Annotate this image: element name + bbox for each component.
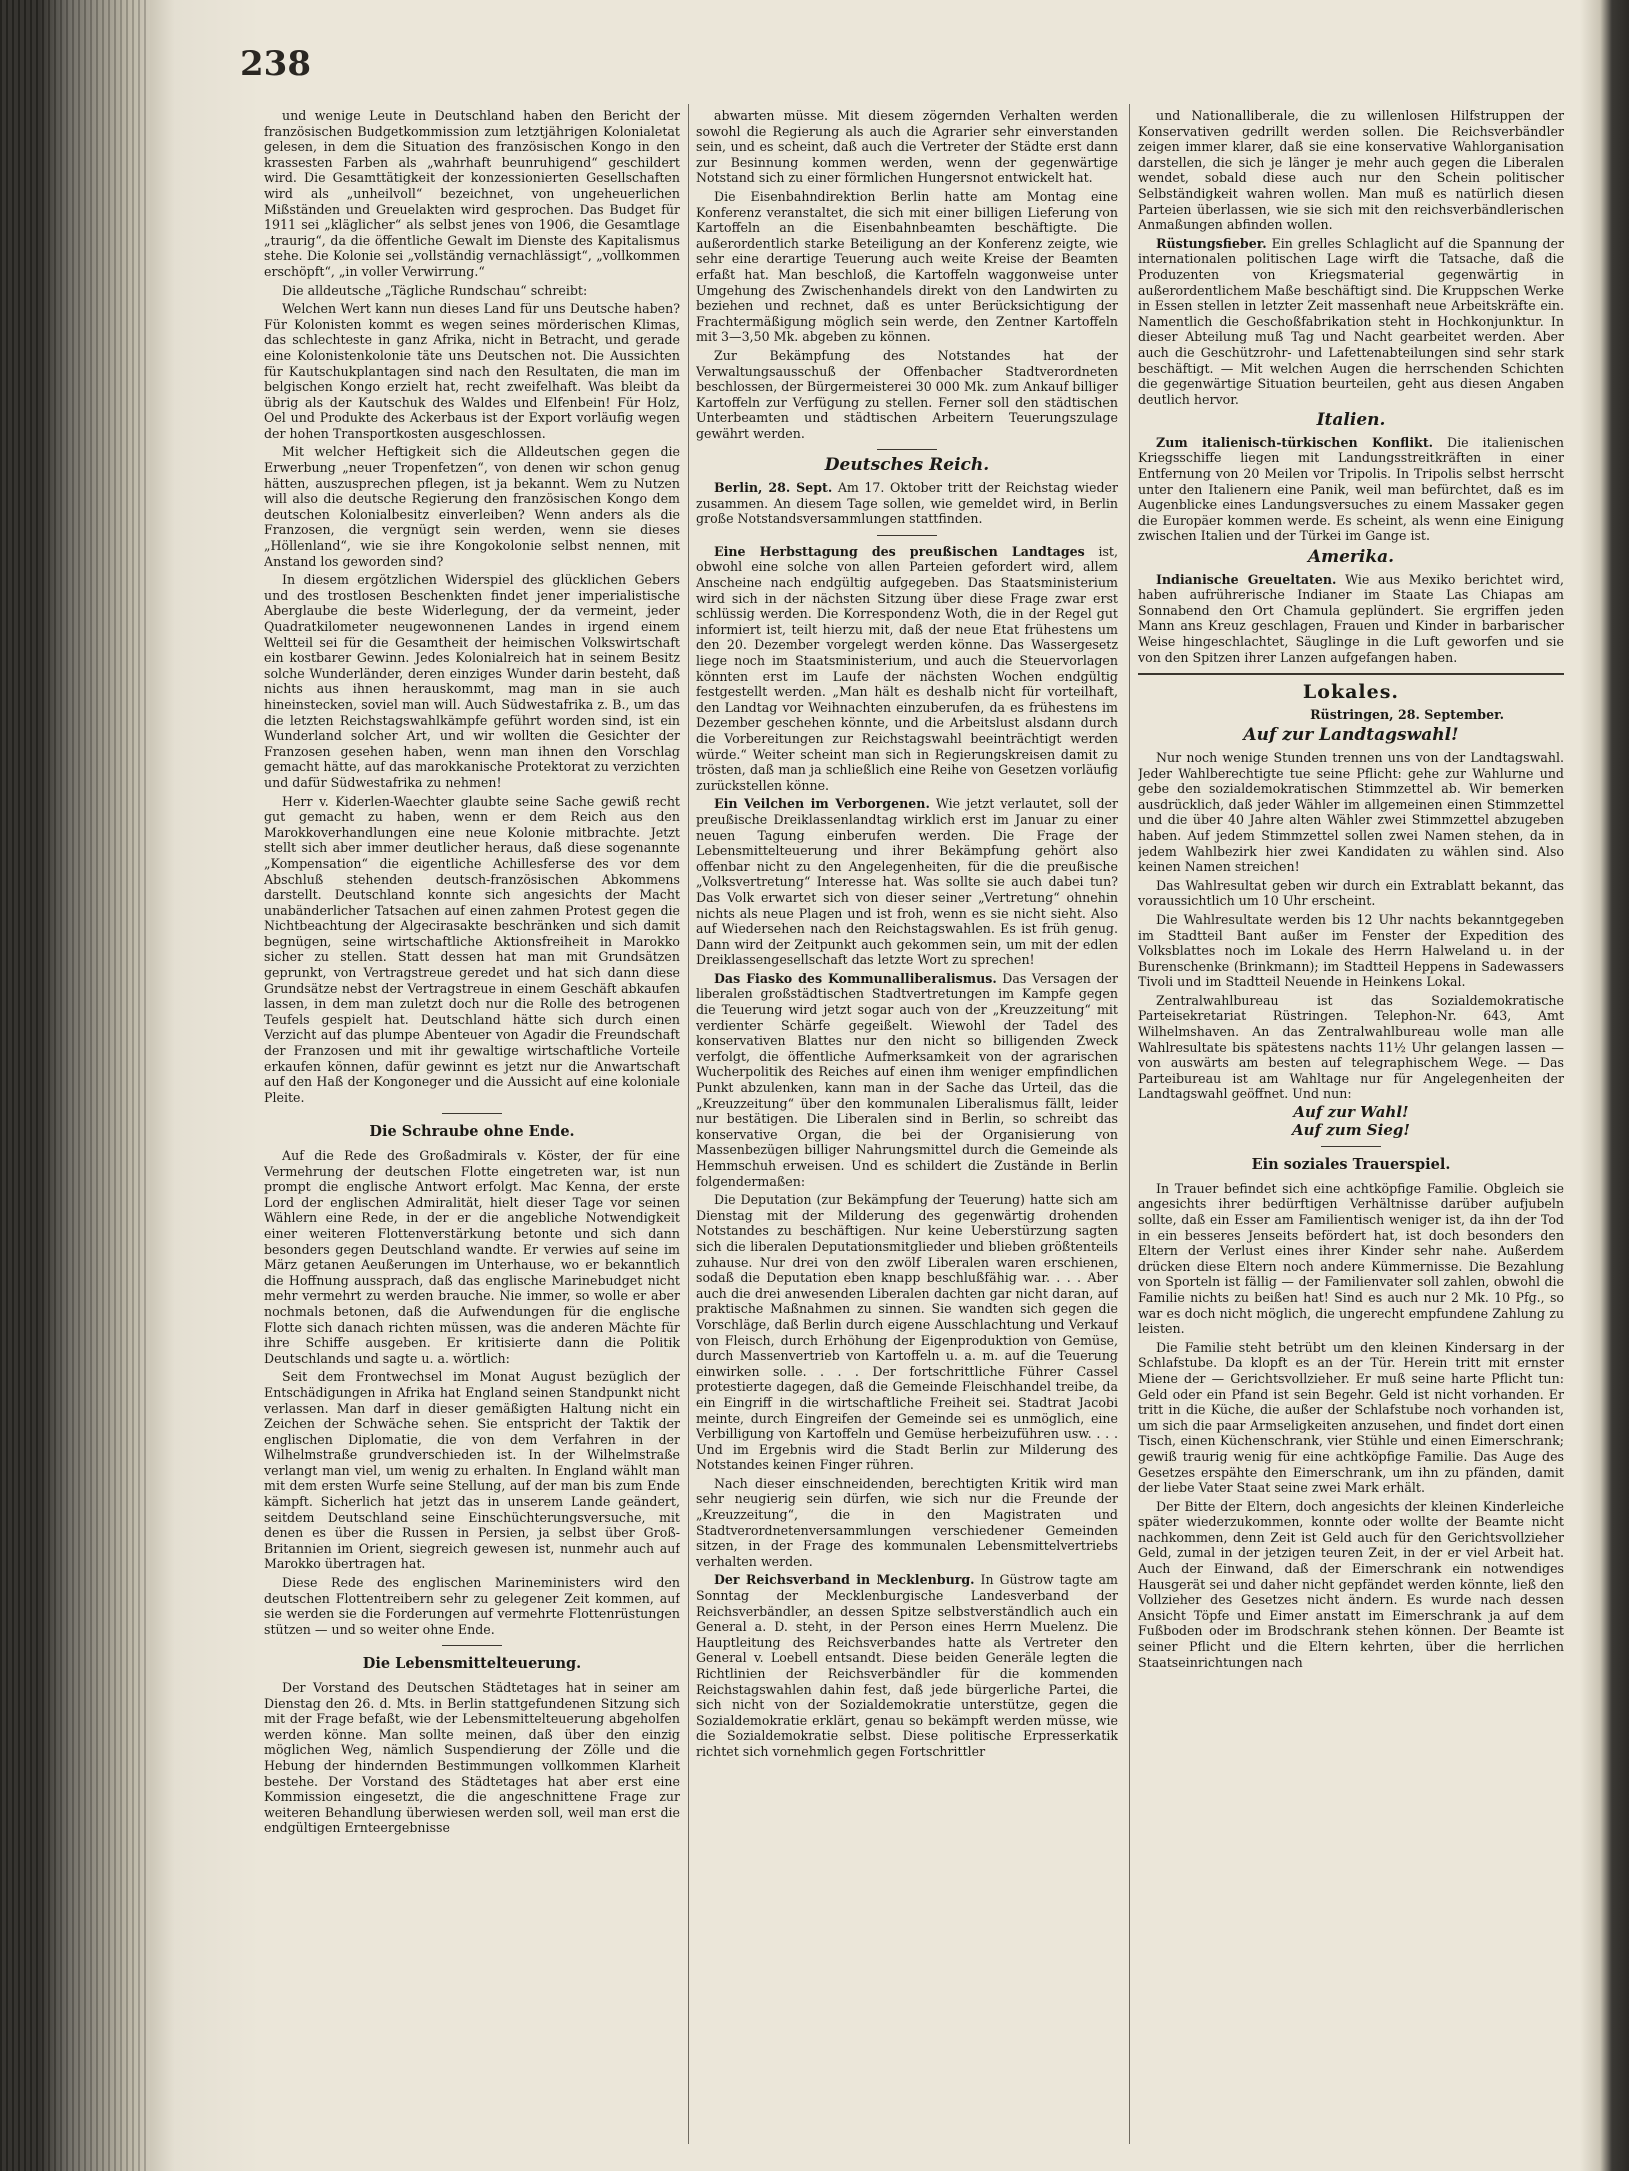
paragraph-text: Wie jetzt verlautet, soll der preußische Dreiklassenlandtag wirklich erst im Januar zu einer neuen Tagung einberufen werden. Die Frage der Lebensmittelteuerung und ihrer Bekämpfung gehört also offenbar nicht zu den Angelegenheiten, für die die preußische „Volksvertretung“ Interesse hat. Was sollte sie auch dabei tun? Das Volk erwartet sich von dieser seiner „Vertretung“ ohnehin nichts als neue Plagen und ist froh, wenn es sie nicht sieht. Also auf Wiedersehen nach den Reichstagswahlen. Es ist früh genug. Dann wird der Zeitpunkt auch gekommen sein, um mit der edlen Dreiklassengesellschaft das letzte Wort zu sprechen! [696,796,1118,968]
section-heading-lokales: Lokales. [1302,681,1400,704]
item-lead: Das Fiasko des Kommunalliberalismus. [714,970,997,986]
paragraph: Nur noch wenige Stunden trennen uns von der Landtagswahl. Jeder Wahlberechtigte tue seine Pflicht: gehe zur Wahlurne und gebe den sozialdemokratischen Stimmzettel ab. Wir bemerken ausdrücklich, daß jeder Wähler im allgemeinen einen Stimmzettel und die über 40 Jahre alten Wähler zwei Stimmzettel abzugeben haben. Auf jedem Stimmzettel sollen zwei Namen stehen, da in jedem Wahlbezirk hier zwei Kandidaten zu wählen sind. Also keinen Namen streichen! [1138,749,1564,875]
item-lead: Rüstungsfieber. [1156,235,1267,251]
call-to-action: Auf zur Wahl! [1293,1103,1409,1122]
paragraph [696,971,1118,1189]
paragraph: Die alldeutsche „Tägliche Rundschau“ schreibt: [282,282,588,298]
column-2 [696,108,1118,2148]
column-rule [688,104,689,2144]
article-heading: Die Schraube ohne Ende. [369,1123,575,1141]
quote-paragraph: Die Deputation (zur Bekämpfung der Teuerung) hatte sich am Dienstag mit der Milderung des gegenwärtig drohenden Notstandes zu beschäftigen. Nur keine Ueberstürzung sagten sich die liberalen Deputationsmitglieder und blieben größtenteils zuhause. Nur drei von den zwölf Liberalen waren erschienen, sodaß die Deputation eben knapp beschlußfähig war. . . . Aber auch die drei anwesenden Liberalen dachten gar nicht daran, auf praktische Maßnahmen zu sinnen. Sie wandten sich gegen die Vorschläge, daß Berlin durch eigene Ausschlachtung und Verkauf von Fleisch, durch Erhöhung der Eigenproduktion von Gemüse, durch Massenvertrieb von Kartoffeln u. a. m. auf die Teuerung einwirken solle. . . . Der fortschrittliche Führer Cassel protestierte dagegen, daß die Gemeinde Fleischhandel treibe, da ein Eingriff in die wirtschaftliche Freiheit sei. Stadtrat Jacobi meinte, durch Eingreifen der Gemeinde sei es unmöglich, eine Verbilligung von Kartoffeln und Gemüse herbeizuführen usw. . . . Und im Ergebnis wird die Stadt Berlin zur Milderung des Notstandes keinen Finger rühren. [696,1192,1118,1473]
paragraph: Das Wahlresultat geben wir durch ein Extrablatt bekannt, das voraussichtlich um 10 Uhr erscheint. [1138,877,1564,909]
paragraph: Die Familie steht betrübt um den kleinen Kindersarg in der Schlafstube. Da klopft es an der Tür. Herein tritt mit ernster Miene der — Gerichtsvollzieher. Er muß seine harte Pflicht tun: Geld oder ein Pfand ist sein Begehr. Geld ist nicht vorhanden. Er tritt in die Küche, die außer der Schlafstube noch vorhanden ist, um sich die paar Armseligkeiten anzusehen, und findet dort einen Tisch, einen Küchenschrank, vier Stühle und einen Eimerschrank; gewiß traurig wenig für eine achtköpfige Familie. Das Auge des Gesetzes erspähte den Eimerschrank, um ihn zu pfänden, damit der liebe Vater Staat seine zwei Mark erhält. [1138,1339,1564,1496]
paragraph: Zentralwahlbureau ist das Sozialdemokratische Parteisekretariat Rüstringen. Telephon-Nr. 643, Amt Wilhelmshaven. An das Zentralwahlbureau wolle man alle Wahlresultate bis spätestens nachts 11½ Uhr gelangen lassen — von auswärts am besten auf telegraphischem Wege. — Das Parteibureau ist am Wahltage nur für Angelegenheiten der Landtagswahl geöffnet. Und nun: [1138,992,1564,1102]
paragraph: Der Bitte der Eltern, doch angesichts der kleinen Kinderleiche später wiederzukommen, konnte oder wollte der Beamte nicht nachkommen, denn Zeit ist Geld auch für den Gerichtsvollzieher Geld, zumal in der jetzigen teuren Zeit, in der er viel Arbeit hat. Auch der Einwand, daß der Eimerschrank ein notwendiges Hausgerät sei und daher nicht gepfändet werden könnte, ließ den Vollzieher des Gesetzes nicht ändern. Es wurde nach dessen Ansicht Töpfe und Eimer anstatt im Eimerschrank ja auf dem Fußboden oder im Brodschrank stehen können. Der Beamte ist seiner Pflicht und die Eltern kehrten, über die herrlichen Staatseinrichtungen nach [1138,1498,1564,1670]
separator [877,449,937,450]
column-1 [264,108,680,2148]
paragraph [696,480,1118,527]
paragraph: Die Eisenbahndirektion Berlin hatte am Montag eine Konferenz veranstaltet, die sich mit einer billigen Lieferung von Kartoffeln an die Eisenbahnbeamten beschäftigte. Die außerordentlich starke Beteiligung an der Konferenz zeigte, wie sehr eine derartige Teuerung auch weite Kreise der Beamten erfaßt hat. Man beschloß, die Kartoffeln waggonweise unter Umgehung des Zwischenhandels direkt von den Landwirten zu beziehen und rechnet, daß es unter Berücksichtigung der Frachtermäßigung möglich sein werde, den Zentner Kartoffeln mit 3—3,50 Mk. abgeben zu können. [696,188,1118,345]
dateline: Rüstringen, 28. September. [1310,706,1504,722]
paragraph [1138,572,1564,666]
dateline: Berlin, 28. Sept. [714,480,833,496]
paragraph-text: Wie aus Mexiko berichtet wird, haben aufrührerische Indianer im Staate Las Chiapas am Sonnabend den Ort Chamula geplündert. Sie ergriffen jeden Mann ans Kreuz geschlagen, Frauen und Kinder in barbarischer Weise hingeschlachtet, Säuglinge in die Luft geworfen und sie von den Spitzen ihrer Lanzen aufgefangen haben. [1138,571,1564,665]
paragraph [1138,236,1564,408]
separator [877,535,937,536]
paragraph: Auf die Rede des Großadmirals v. Köster, der für eine Vermehrung der deutschen Flotte eingetreten war, ist nun prompt die englische Antwort erfolgt. Mac Kenna, der erste Lord der englischen Admiralität, hielt dieser Tage vor seinen Wählern eine Rede, in der er die angebliche Notwendigkeit einer weiteren Flottenverstärkung betonte und sich dann besonders gegen Deutschland wandte. Er verwies auf seine im März getanen Aeußerungen im Unterhause, wo er bekanntlich die Hoffnung aussprach, daß das englische Marinebudget nicht mehr vermehrt zu werden brauche. Nie immer, so wolle er aber nochmals betonen, daß die Aufwendungen für die englische Flotte sich danach richten müssen, was die anderen Mächte für ihre Schiffe ausgeben. Er kritisierte dann die Politik Deutschlands und sagte u. a. wörtlich: [264,1148,680,1366]
paragraph [696,796,1118,968]
separator [442,1113,502,1114]
section-heading: Deutsches Reich. [824,455,990,476]
page-number: 238 [240,44,311,84]
item-lead: Indianische Greueltaten. [1156,571,1337,587]
column-3 [1138,108,1564,2148]
section-heading: Amerika. [1307,547,1395,568]
column-rule [1129,104,1130,2144]
paragraph: Der Vorstand des Deutschen Städtetages hat in seiner am Dienstag den 26. d. Mts. in Berlin stattgefundenen Sitzung sich mit der Frage befaßt, wie der Lebensmittelteuerung abgeholfen werden könne. Man sollte meinen, daß über den einzig möglichen Weg, nämlich Suspendierung der Zölle und die Hebung der hindernden Bestimmungen vollkommen Klarheit bestehe. Der Vorstand des Städtetages hat aber erst eine Kommission eingesetzt, die die angeschnittene Frage zur weiteren Behandlung überwiesen werden soll, weil man erst die endgültigen Ernteergebnisse [264,1680,680,1836]
paragraph: Die Wahlresultate werden bis 12 Uhr nachts bekanntgegeben im Stadtteil Bant außer im Fenster der Expedition des Volksblattes noch im Lokale des Herrn Halweland u. in der Burenschenke (Brinkmann); im Stadtteil Heppens in Sadewassers Tivoli und im Stadtteil Neuende in Heinkens Lokal. [1138,911,1564,990]
section-rule [1138,673,1564,675]
quote-paragraph: Seit dem Frontwechsel im Monat August bezüglich der Entschädigungen in Afrika hat England seinen Standpunkt nicht verlassen. Man darf in dieser gemäßigten Haltung nicht ein Zeichen der Schwäche sehen. Sie entspricht der Taktik der englischen Diplomatie, die von dem Verfahren in der Wilhelmstraße grundverschieden ist. In der Wilhelmstraße verlangt man viel, um wenig zu erhalten. In England wählt man mit dem ersten Wurfe seine Stellung, auf der man bis zum Ende kämpft. Sicherlich hat jetzt das in unserem Lande geändert, seitdem Deutschland seine Einschüchterungsversuche, mit denen es über die Russen in Persien, ja selbst über Groß-Britannien im Orient, siegreich gewesen ist, nunmehr auch auf Marokko übertragen hat. [264,1369,680,1572]
call-to-action: Auf zum Sieg! [1292,1120,1410,1139]
paragraph-text: Ein grelles Schlaglicht auf die Spannung der internationalen politischen Lage wirft die Tatsache, daß die Produzenten von Kriegsmaterial gegenwärtig in außerordentlichem Maße beschäftigt sind. Die Kruppschen Werke in Essen stellen in letzter Zeit massenhaft neue Arbeitskräfte ein. Namentlich die Geschoßfabrikation steht in Hochkonjunktur. In dieser Abteilung muß Tag und Nacht gearbeitet werden. Aber auch die Geschützrohr- und Lafettenabteilungen sind sehr stark beschäftigt. — Mit welchen Augen die herrschenden Schichten die gegenwärtige Situation beurteilen, geht aus diesen Angaben deutlich hervor. [1138,235,1564,407]
paragraph-text: Am 17. Oktober tritt der Reichstag wieder zusammen. An diesem Tage sollen, wie gemeldet wird, in Berlin große Notstandsversammlungen stattfinden. [696,480,1118,527]
quote-paragraph: Welchen Wert kann nun dieses Land für uns Deutsche haben? Für Kolonisten kommt es wegen seines mörderischen Klimas, das schlechteste in ganz Afrika, nicht in Betracht, und gerade eine Kolonistenkolonie täte uns Deutschen not. Die Aussichten für Kautschukplantagen sind nach den Resultaten, die man im belgischen Kongo erzielt hat, recht zweifelhaft. Was bleibt da übrig als der Kautschuk des Waldes und Elfenbein! Für Holz, Oel und Produkte des Ackerbaus ist der Export vorläufig wegen der hohen Transportkosten ausgeschlossen. [264,301,680,441]
item-lead: Eine Herbsttagung des preußischen Landtages [714,543,1085,559]
paragraph: Mit welcher Heftigkeit sich die Alldeutschen gegen die Erwerbung „neuer Tropenfetzen“, von denen wir schon genug hätten, auszusprechen pflegen, ist ja bekannt. Wem zu Nutzen will also die deutsche Regierung den französischen Kongo dem deutschen Kolonialbesitz einverleiben? Wenn anders als die Franzosen, die vergnügt sein werden, wenn sie dieses „Höllenland“, wie sie ihre Kongokolonie selbst nennen, mit Anstand los geworden sind? [264,444,680,569]
paragraph: und Nationalliberale, die zu willenlosen Hilfstruppen der Konservativen gedrillt werden sollen. Die Reichsverbändler zeigen immer klarer, daß sie eine konservative Wahlorganisation darstellen, die sich je länger je mehr auch gegen die Liberalen wendet, sobald diese auch nur den Schein politischer Selbständigkeit wahren wollen. Man muß es natürlich diesen Parteien überlassen, wie sie sich mit den reichsverbändlerischen Anmaßungen abfinden wollen. [1138,108,1564,233]
paragraph: Herr v. Kiderlen-Waechter glaubte seine Sache gewiß recht gut gemacht zu haben, wenn er dem Reich aus den Marokkoverhandlungen eine neue Kolonie mitbrachte. Jetzt stellt sich aber immer deutlicher heraus, daß diese sogenannte „Kompensation“ die eigentliche Achillesferse des vor dem Abschluß stehenden deutsch-französischen Abkommens darstellt. Deutschland konnte sich angesichts der Macht unabänderlicher Tatsachen auf einen zahmen Protest gegen die Nichtbeachtung der Algecirasakte beschränken und sich damit begnügen, seine wirtschaftliche Aktionsfreiheit in Marokko sicher zu stellen. Statt dessen hat man mit Grundsätzen geprunkt, von Vertragstreue geredet und hat sich dann diese Grundsätze nebst der Vertragstreue in einem Geschäft abkaufen lassen, in dem man zuletzt doch nur die Rolle des betrogenen Teufels gespielt hat. Deutschland hätte sich durch einen Verzicht auf das plumpe Abenteuer von Agadir die Freundschaft der Franzosen und mit ihr gewaltige wirtschaftliche Vorteile erkaufen können, dafür gewinnt es jetzt nur die Anwartschaft auf den Haß der Kongoneger und die Aussicht auf eine koloniale Pleite. [264,793,680,1105]
paragraph: In diesem ergötzlichen Widerspiel des glücklichen Gebers und des trostlosen Beschenkten findet jener imperialistische Aberglaube die beste Widerlegung, der da vermeint, jeder Quadratkilometer neugewonnenen Landes in irgend einem Weltteil sei für die Gesamtheit der heimischen Volkswirtschaft ein kostbarer Gewinn. Jedes Kolonialreich hat in seinem Besitz solche Wunderländer, deren einziges Wunder darin besteht, daß nichts aus ihnen herauskommt, mag man in sie auch hineinstecken, soviel man will. Auch Südwestafrika z. B., um das die letzten Reichstagswahlkämpfe geführt worden sind, ist ein Wunderland solcher Art, und wir wollten die Gesichter der Franzosen gesehen haben, wenn man ihnen den Vorschlag gemacht hätte, auf das marokkanische Protektorat zu verzichten und dafür Südwestafrika zu nehmen! [264,572,680,790]
item-lead: Der Reichsverband in Mecklenburg. [714,1572,975,1588]
paragraph: Nach dieser einschneidenden, berechtigten Kritik wird man sehr neugierig sein dürfen, wie sich nur die Freunde der „Kreuzzeitung“, die in den Magistraten und Stadtverordnetenversammlungen verschiedener Gemeinden sitzen, in der Frage des kommunalen Lebensmittelvertriebs verhalten werden. [696,1475,1118,1569]
paragraph [696,1572,1118,1759]
paragraph: In Trauer befindet sich eine achtköpfige Familie. Obgleich sie angesichts ihrer bedürftigen Verhältnisse darüber aufjubeln sollte, daß ein Esser am Familientisch weniger ist, da ihn der Tod in ein besseres Jenseits befördert hat, ist doch besonders den Eltern der Verlust eines ihrer Kinder sehr nahe. Außerdem drücken diese Eltern noch andere Kümmernisse. Die Bezahlung von Sporteln ist fällig — der Familienvater soll zahlen, obwohl die Familie nichts zu beißen hat! Sind es auch nur 2 Mk. 10 Pfg., so war es doch nicht möglich, die ungerecht empfundene Zahlung zu leisten. [1138,1180,1564,1337]
paragraph [1138,435,1564,544]
paragraph-text: Das Versagen der liberalen großstädtischen Stadtvertretungen im Kampfe gegen die Teuerung wird jetzt sogar auch von der „Kreuzzeitung“ mit verdienter Schärfe gegeißelt. Wiewohl der Tadel des konservativen Blattes nur den nicht so billigenden Zweck verfolgt, die öffentliche Aufmerksamkeit von der agrarischen Wucherpolitik des Reiches auf einen ihm weniger empfindlichen Punkt abzulenken, kann man in der Sache das Urteil, das die „Kreuzzeitung“ über den kommunalen Liberalismus fällt, leider nur bestätigen. Die Liberalen sind in Berlin, so schreibt das konservative Organ, die bei der Organisierung von Massenbezügen billiger Nahrungsmittel durch die Gemeinde als Hemmschuh erweisen. Und es schildert die Zustände in Berlin folgendermaßen: [696,970,1118,1189]
paragraph-text: Die italienischen Kriegsschiffe liegen mit Landungsstreitkräften in einer Entfernung von 20 Meilen vor Tripolis. In Tripolis selbst herrscht unter den Italienern eine Panik, weil man befürchtet, daß es im Augenblicke eines Landungsversuches zu einem Massaker gegen die Europäer kommen werde. Es scheint, als wenn eine Einigung zwischen Italien und der Türkei im Gange ist. [1138,434,1564,544]
paragraph: abwarten müsse. Mit diesem zögernden Verhalten werden sowohl die Regierung als auch die Agrarier sehr einverstanden sein, und es scheint, daß auch die Vertreter der Städte erst dann zur Besinnung kommen werden, wenn der gegenwärtige Notstand sich zu einer förmlichen Hungersnot entwickelt hat. [696,108,1118,186]
paragraph: Diese Rede des englischen Marineministers wird den deutschen Flottentreibern sehr zu gelegener Zeit kommen, auf sie werden sie die Forderungen auf vermehrte Flottenrüstungen stützen — und so weiter ohne Ende. [264,1575,680,1637]
article-heading: Ein soziales Trauerspiel. [1251,1156,1451,1174]
item-lead: Zum italienisch-türkischen Konflikt. [1156,434,1434,450]
section-heading: Italien. [1316,410,1386,431]
book-spine [0,0,150,2171]
item-lead: Ein Veilchen im Verborgenen. [714,796,930,812]
paragraph [696,544,1118,794]
separator [1321,1146,1381,1147]
article-heading: Die Lebensmittelteuerung. [362,1655,582,1673]
separator [442,1645,502,1646]
article-heading: Auf zur Landtagswahl! [1243,725,1459,746]
paragraph: Zur Bekämpfung des Notstandes hat der Verwaltungsausschuß der Offenbacher Stadtverordneten beschlossen, der Bürgermeisterei 30 000 Mk. zum Ankauf billiger Kartoffeln zur Verfügung zu stellen. Ferner soll den städtischen Unterbeamten und städtischen Arbeitern Teuerungszulage gewährt werden. [696,347,1118,441]
paragraph: und wenige Leute in Deutschland haben den Bericht der französischen Budgetkommission zum letztjährigen Kolonialetat gelesen, in dem die Situation des französischen Kongo in den krassesten Farben als „wahrhaft beunruhigend“ geschildert wird. Die Gesamttätigkeit der konzessionierten Gesellschaften wird als „unheilvoll“ bezeichnet, von ungeheuerlichen Mißständen und Greuelakten wird gesprochen. Das Budget für 1911 sei „kläglicher“ als selbst jenes von 1906, die Gesamtlage „traurig“, da die öffentliche Gewalt im Dienste des Kapitalismus stehe. Die Kolonie sei „vollständig vernachlässigt“, „vollkommen erschöpft“, „in voller Verwirrung.“ [264,108,680,279]
paragraph-text: In Güstrow tagte am Sonntag der Mecklenburgische Landesverband der Reichsverbändler, an dessen Spitze selbstverständlich auch ein General a. D. steht, in der Person eines Herrn Muelenz. Die Hauptleitung des Reichsverbandes hatte als Vertreter den General v. Loebell entsandt. Diese beiden Generäle legten die Richtlinien der Reichsverbändler für die kommenden Reichstagswahlen dahin fest, daß jede bürgerliche Partei, die sich nicht von der Sozialdemokratie unterstütze, gegen die Sozialdemokratie erklärt, genau so bekämpft werden müsse, wie die Sozialdemokratie selbst. Diese politische Erpresserkatik richtet sich vornehmlich gegen Fortschrittler [696,1572,1118,1759]
paragraph-text: ist, obwohl eine solche von allen Parteien gefordert wird, allem Anscheine nach endgültig aufgegeben. Das Staatsministerium wird sich in der nächsten Sitzung über diese Frage zwar erst schlüssig werden. Die Korrespondenz Woth, die in der Regel gut informiert ist, teilt hierzu mit, daß der neue Etat frühestens um den 20. Dezember vorgelegt werden könne. Das Wassergesetz liege noch im Staatsministerium, und auch die Steuervorlagen könnten erst im Laufe der nächsten Wochen endgültig festgestellt werden. „Man hält es deshalb nicht für vorteilhaft, den Landtag vor Weihnachten einzuberufen, da es frühestens im Dezember geschehen könnte, und die Arbeitslust alsdann durch die Vorbereitungen zur Reichstagswahl beeinträchtigt werden würde.“ Weiter scheint man sich in Regierungskreisen damit zu trösten, daß man ja schließlich eine Reihe von Gesetzen vorläufig zurückstellen könne. [696,543,1118,793]
